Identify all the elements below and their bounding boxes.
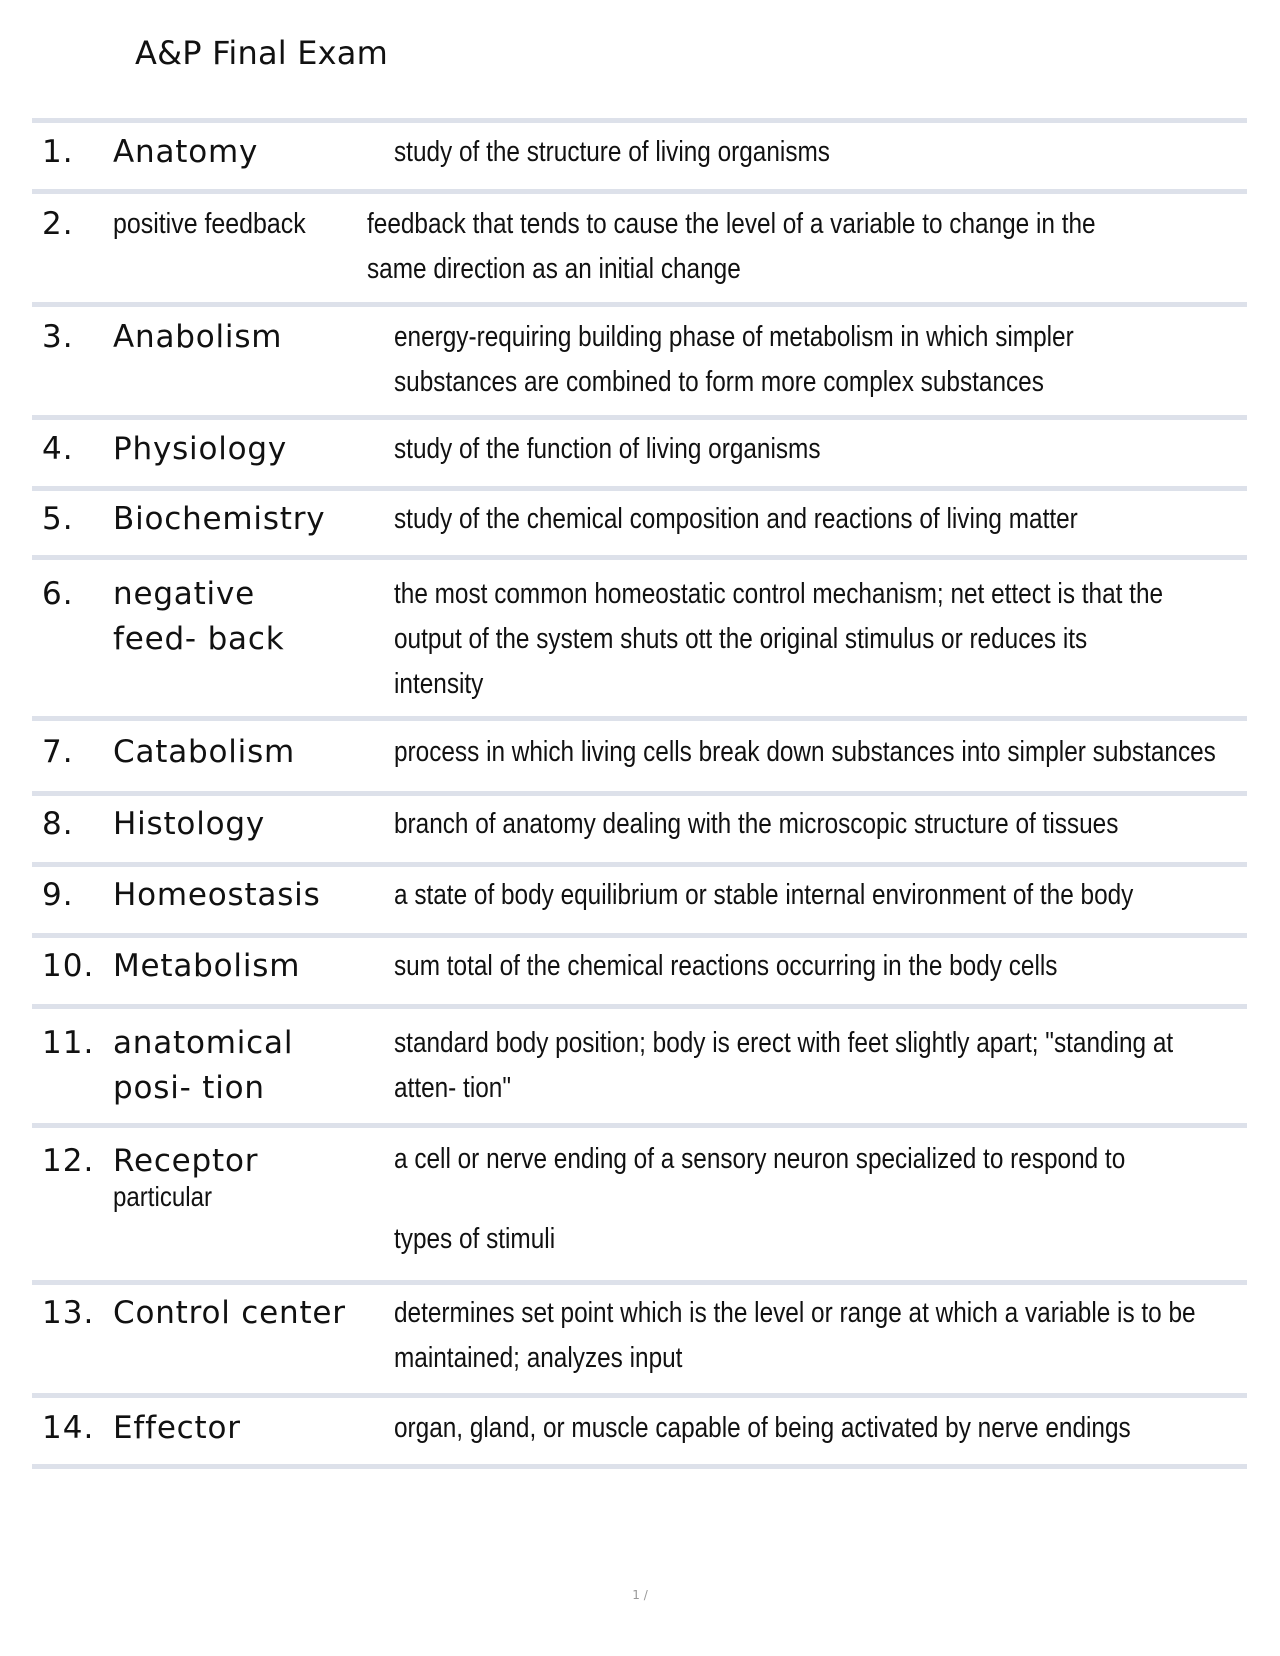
list-item [32,1128,1247,1280]
list-item [32,560,1247,716]
page-title: A&P Final Exam [135,34,388,72]
item-term: anatomical posi- tion [113,1025,294,1106]
list-item [32,194,1247,302]
item-definition: organ, gland, or muscle capable of being activated by nerve endings [394,1412,1131,1444]
item-definition: study of the function of living organisms [394,433,821,465]
item-term: Anatomy [113,134,259,170]
item-definition: a state of body equilibrium or stable internal environment of the body [394,879,1134,911]
divider [32,1464,1247,1469]
list-item [32,1009,1247,1123]
item-number: 6. [42,576,74,612]
item-definition: the most common homeostatic control mechanism; net ettect is that the output of the system shuts ott the original stimulus or reduces its intensity [394,578,1164,700]
item-term: Receptor [113,1143,259,1179]
item-definition: study of the structure of living organisms [394,136,830,168]
item-term: Histology [113,806,265,842]
item-term: Homeostasis [113,877,321,913]
item-term: Physiology [113,431,288,467]
list-item [32,796,1247,862]
item-definition: a cell or nerve ending of a sensory neuron specialized to respond to types of stimuli [394,1143,1126,1255]
list-item [32,1398,1247,1464]
list-item [32,867,1247,933]
item-number: 4. [42,431,74,467]
item-term: Metabolism [113,948,301,984]
item-number: 14. [42,1410,95,1446]
item-term: Effector [113,1410,241,1446]
item-term: Anabolism [113,319,283,355]
item-number: 1. [42,134,74,170]
item-term: Biochemistry [113,501,326,537]
list-item [32,123,1247,189]
page-number: 1 / [632,1588,648,1602]
item-number: 10. [42,948,95,984]
item-number: 13. [42,1295,95,1331]
item-definition: feedback that tends to cause the level of a variable to change in the same direction as an initial change [367,208,1096,285]
list-item [32,491,1247,555]
item-number: 12. [42,1143,95,1179]
item-definition: study of the chemical composition and reactions of living matter [394,503,1078,535]
list-item [32,1285,1247,1393]
item-definition: standard body position; body is erect with feet slightly apart; "standing at atten- tion" [394,1027,1174,1104]
item-number: 3. [42,319,74,355]
item-term: Catabolism [113,734,296,770]
item-definition: branch of anatomy dealing with the microscopic structure of tissues [394,808,1119,840]
item-definition: energy-requiring building phase of metabolism in which simpler substances are combined to form more complex substances [394,321,1074,398]
item-definition: sum total of the chemical reactions occurring in the body cells [394,950,1058,982]
item-term: positive feedback [113,208,306,240]
item-definition: determines set point which is the level or range at which a variable is to be maintained; analyzes input [394,1297,1196,1374]
list-item [32,721,1247,791]
item-number: 7. [42,734,74,770]
item-number: 9. [42,877,74,913]
item-number: 11. [42,1025,95,1061]
item-term: negative feed- back [113,576,285,657]
list-item [32,307,1247,415]
item-term: Control center [113,1295,346,1331]
term-list [32,118,1247,1469]
item-number: 5. [42,501,74,537]
item-number: 2. [42,206,74,242]
item-term-note: particular [113,1181,213,1212]
item-number: 8. [42,806,74,842]
item-definition: process in which living cells break down substances into simpler substances [394,736,1216,768]
list-item [32,938,1247,1004]
list-item [32,420,1247,486]
